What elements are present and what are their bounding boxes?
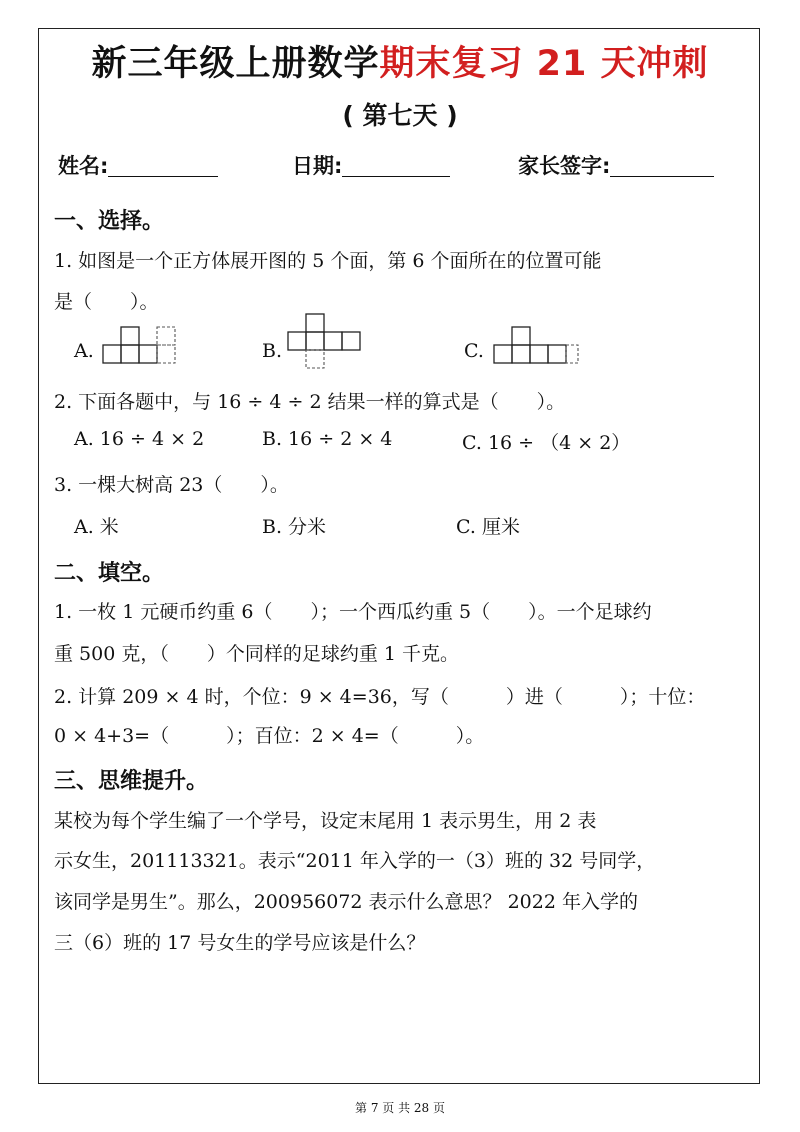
q2-option-c[interactable]: C. 16 ÷ （4 × 2） xyxy=(462,432,631,454)
q2-option-a[interactable]: A. 16 ÷ 4 × 2 xyxy=(74,428,205,450)
q3-option-c[interactable]: C. 厘米 xyxy=(456,516,520,538)
fill-q1-line2: 重 500 克，（ ）个同样的足球约重 1 千克。 xyxy=(54,643,460,665)
date-field xyxy=(292,150,450,180)
q1-option-b[interactable]: B. xyxy=(262,340,283,362)
date-blank[interactable] xyxy=(342,176,450,177)
section3-heading: 三、思维提升。 xyxy=(54,769,209,794)
fill-q2-line1: 2. 计算 209 × 4 时，个位：9 × 4=36，写（ ）进（ ）；十位： xyxy=(54,686,706,708)
name-blank[interactable] xyxy=(108,176,218,177)
name-label: 姓名: xyxy=(58,154,109,178)
q1-net-a-diagram xyxy=(102,324,178,366)
q1-option-a[interactable]: A. xyxy=(74,340,94,362)
fill-q2-line2: 0 × 4+3=（ ）；百位：2 × 4=（ ）。 xyxy=(54,725,485,747)
fill-q1-line1: 1. 一枚 1 元硬币约重 6（ ）；一个西瓜约重 5（ ）。一个足球约 xyxy=(54,601,652,623)
q1-line1: 1. 如图是一个正方体展开图的 5 个面，第 6 个面所在的位置可能 xyxy=(54,250,602,272)
q2-option-b[interactable]: B. 16 ÷ 2 × 4 xyxy=(262,428,393,450)
q2-text: 2. 下面各题中，与 16 ÷ 4 ÷ 2 结果一样的算式是（ ）。 xyxy=(54,391,566,413)
page-subtitle: ( 第七天 ) xyxy=(342,101,458,130)
q1-option-c[interactable]: C. xyxy=(464,340,484,362)
section1-heading: 一、选择。 xyxy=(54,209,165,234)
page-number: 第 7 页 共 28 页 xyxy=(355,1101,445,1115)
thinking-line-3: 该同学是男生”。那么，200956072 表示什么意思？ 2022 年入学的 xyxy=(54,891,638,913)
sign-label: 家长签字: xyxy=(518,154,611,178)
date-label: 日期: xyxy=(292,154,343,178)
q1-net-b-diagram xyxy=(286,312,364,372)
q1-net-c-diagram xyxy=(492,324,580,366)
q3-option-b[interactable]: B. 分米 xyxy=(262,516,327,538)
thinking-line-4: 三（6）班的 17 号女生的学号应该是什么？ xyxy=(54,932,426,954)
title-red: 期末复习 21 天冲刺 xyxy=(379,44,709,84)
thinking-line-2: 示女生，201113321。表示“2011 年入学的一（3）班的 32 号同学， xyxy=(54,850,656,872)
name-field xyxy=(58,150,218,180)
sign-blank[interactable] xyxy=(610,176,714,177)
q3-option-a[interactable]: A. 米 xyxy=(74,516,119,538)
q3-text: 3. 一棵大树高 23（ ）。 xyxy=(54,474,289,496)
q1-line2: 是（ ）。 xyxy=(54,291,159,313)
thinking-line-1: 某校为每个学生编了一个学号，设定末尾用 1 表示男生，用 2 表 xyxy=(54,810,597,832)
sign-field xyxy=(518,150,714,180)
title-black: 新三年级上册数学 xyxy=(91,44,380,84)
page-title xyxy=(0,36,800,86)
section2-heading: 二、填空。 xyxy=(54,561,165,586)
